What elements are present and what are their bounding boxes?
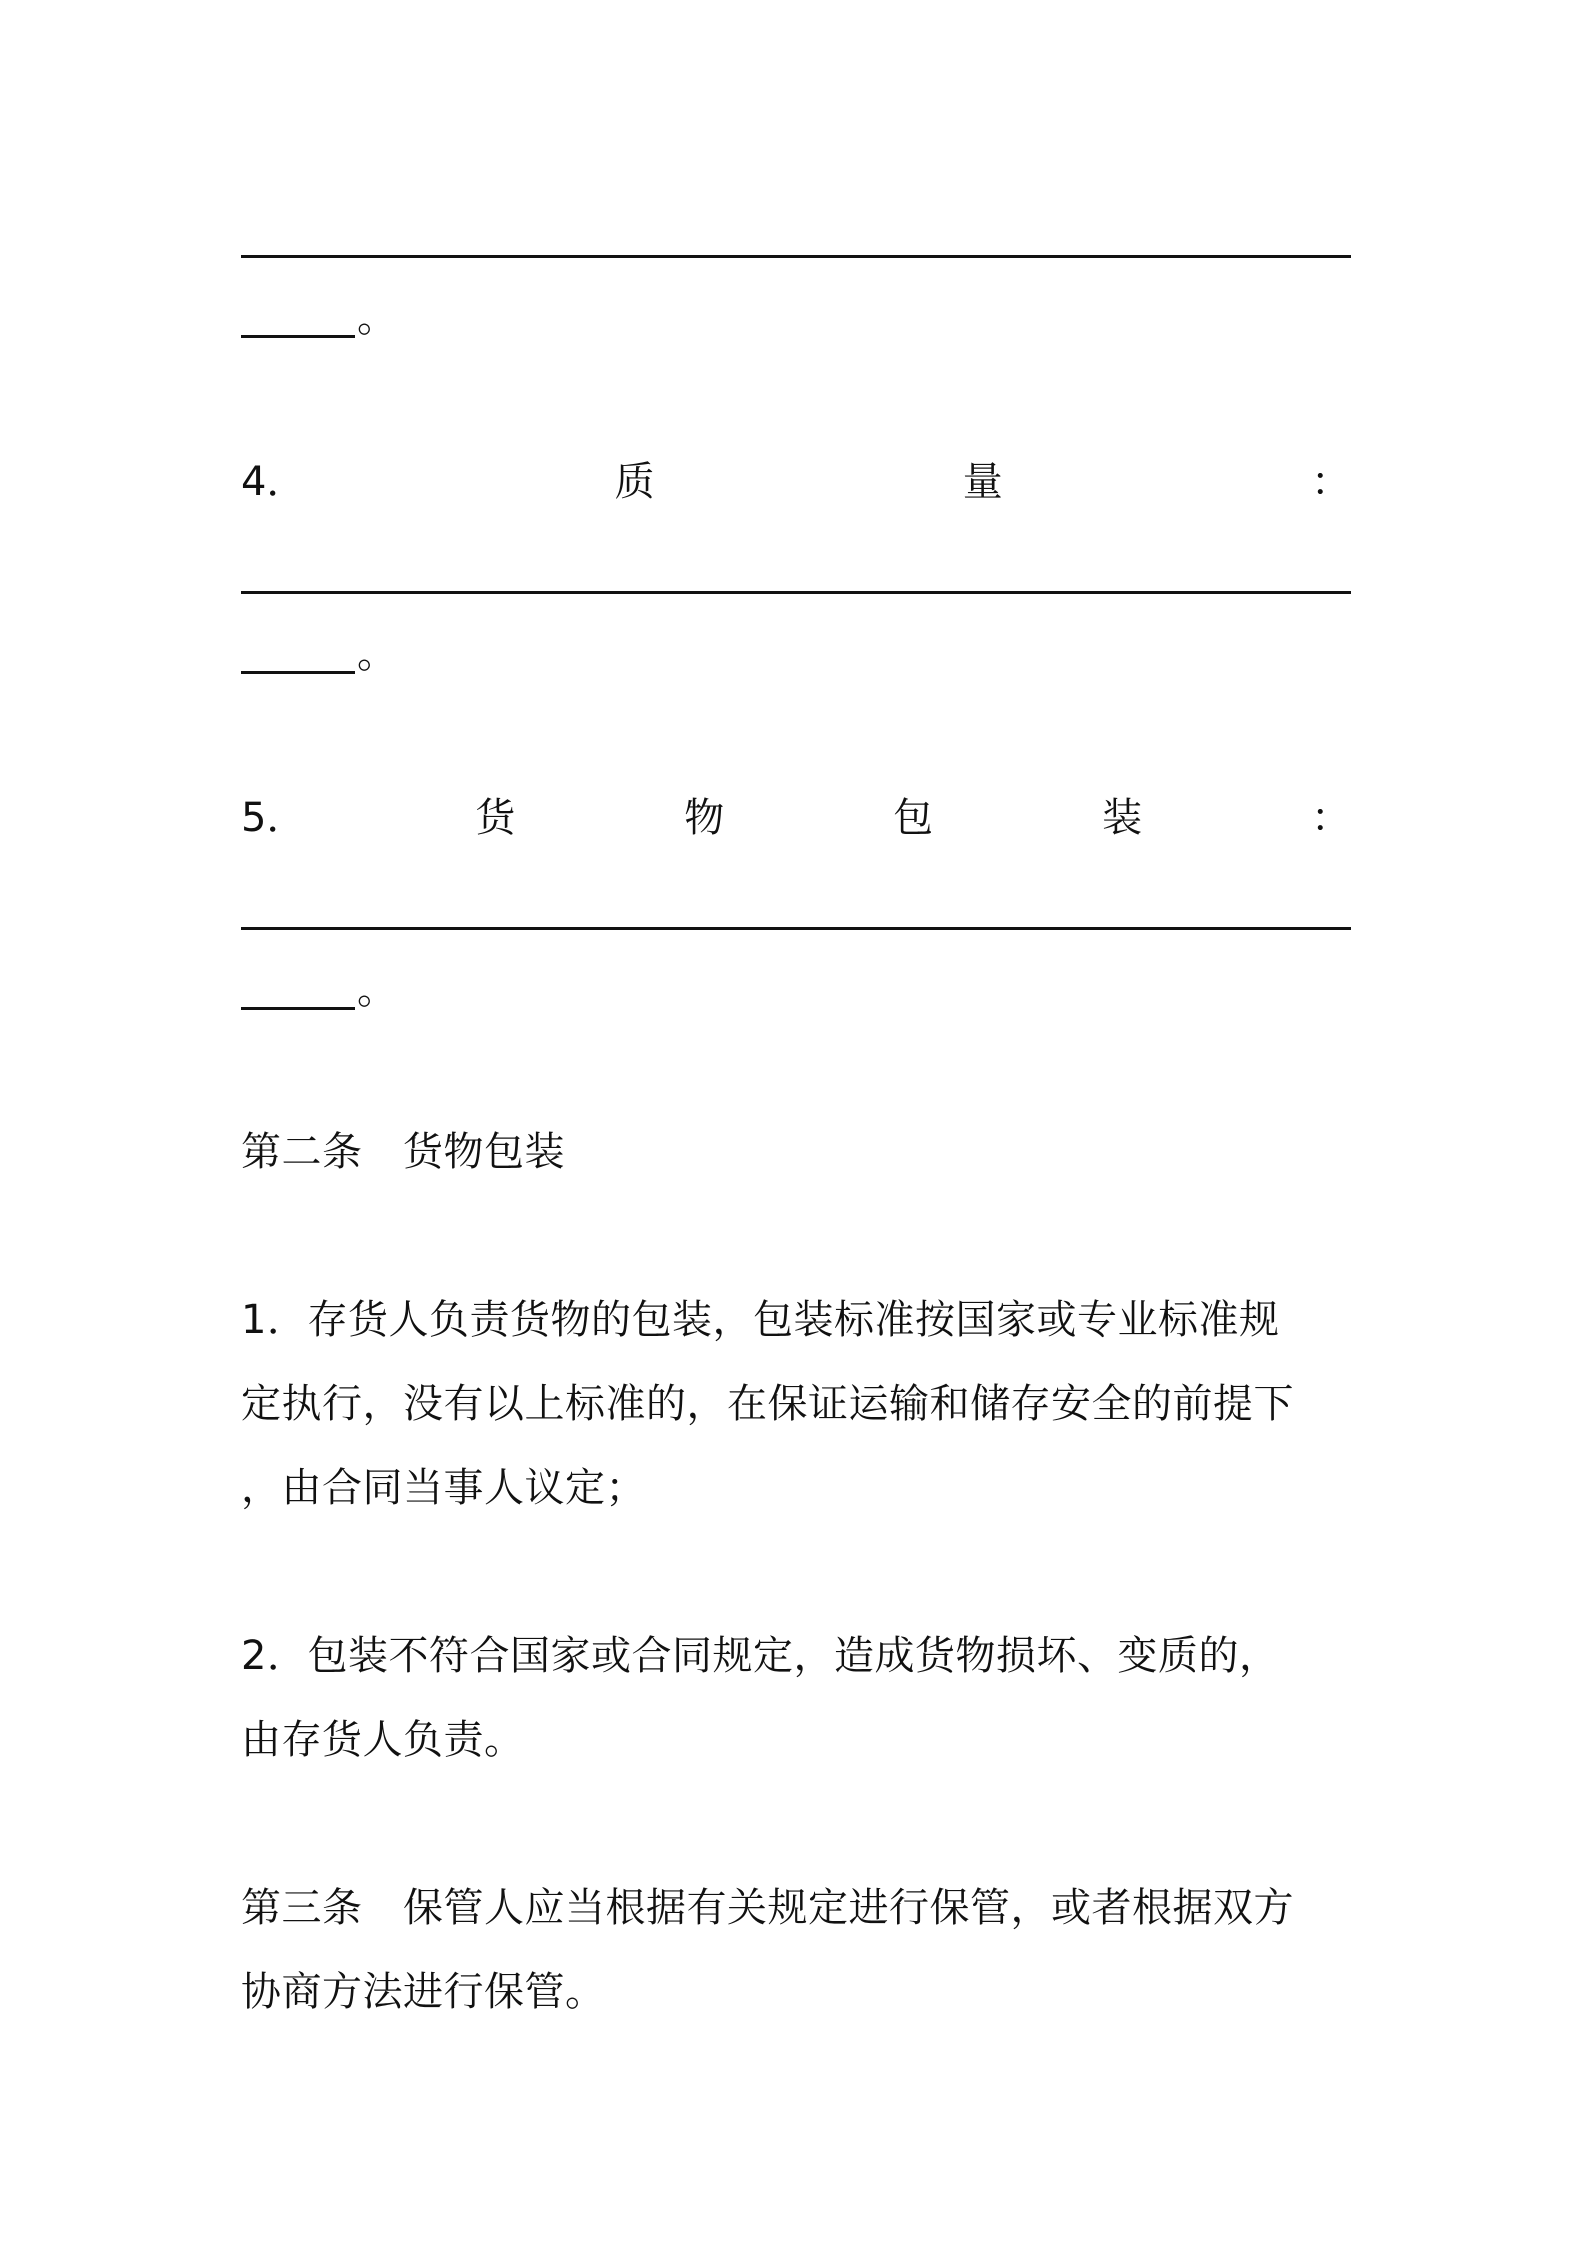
paragraph-line: 1．存货人负责货物的包装，包装标准按国家或专业标准规 xyxy=(241,1297,1280,1343)
article-2-clause-2 xyxy=(241,1614,1353,1782)
article-2-clause-1 xyxy=(241,1278,1353,1530)
item-5-char-2: 物 xyxy=(684,795,725,841)
article-3-paragraph xyxy=(241,1866,1353,2034)
fill-in-line xyxy=(241,591,1351,594)
item-4-char-2: 量 xyxy=(962,459,1003,505)
article-2-heading: 第二条 货物包装 xyxy=(241,1129,565,1175)
paragraph-line: ，由合同当事人议定； xyxy=(241,1465,646,1511)
period-mark: 。 xyxy=(357,967,397,1013)
paragraph-line: 由存货人负责。 xyxy=(241,1717,525,1763)
period-mark: 。 xyxy=(357,631,397,677)
fill-in-line-end xyxy=(241,335,355,338)
paragraph-line: 2．包装不符合国家或合同规定，造成货物损坏、变质的， xyxy=(241,1633,1280,1679)
item-4-colon: ： xyxy=(1310,459,1351,505)
item-4-number: 4． xyxy=(241,459,307,505)
item-5-char-3: 包 xyxy=(893,795,934,841)
item-5-colon: ： xyxy=(1310,795,1351,841)
item-5-char-1: 货 xyxy=(475,795,516,841)
fill-in-line xyxy=(241,927,1351,930)
fill-in-line-end xyxy=(241,671,355,674)
item-4-char-1: 质 xyxy=(614,459,655,505)
item-5-packaging-label xyxy=(241,795,1351,841)
item-5-char-4: 装 xyxy=(1102,795,1143,841)
fill-in-line xyxy=(241,255,1351,258)
period-mark: 。 xyxy=(357,295,397,341)
item-5-number: 5． xyxy=(241,795,307,841)
paragraph-line: 定执行，没有以上标准的，在保证运输和储存安全的前提下 xyxy=(241,1381,1294,1427)
fill-in-line-end xyxy=(241,1007,355,1010)
paragraph-line: 协商方法进行保管。 xyxy=(241,1969,606,2015)
paragraph-line: 第三条 保管人应当根据有关规定进行保管，或者根据双方 xyxy=(241,1885,1294,1931)
item-4-quality-label xyxy=(241,459,1351,505)
